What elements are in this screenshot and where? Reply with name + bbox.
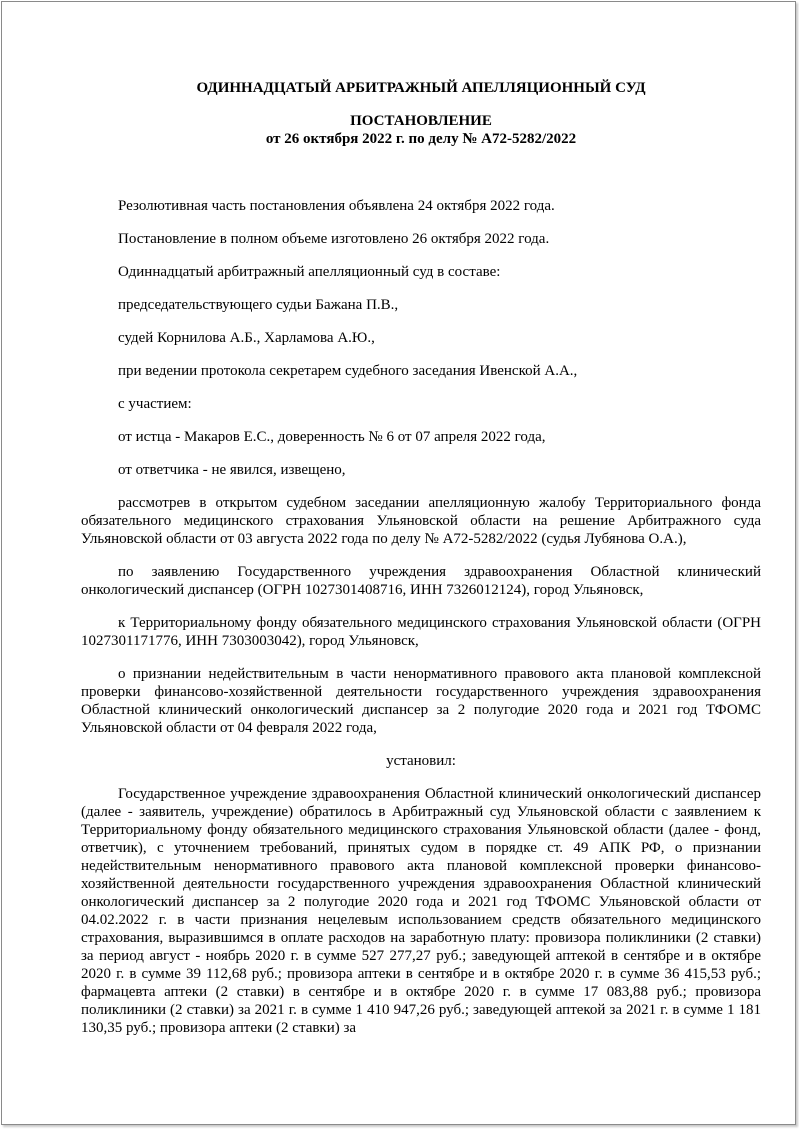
paragraph-secretary: при ведении протокола секретарем судебного заседания Ивенской А.А., (118, 363, 578, 379)
paragraph-established: установил: (386, 753, 456, 769)
document-page (1, 1, 796, 1125)
paragraph-participants: с участием: (118, 396, 192, 412)
paragraph-full-text-date: Постановление в полном объеме изготовлено 26 октября 2022 года. (118, 231, 550, 247)
paragraph-plaintiff: от истца - Макаров Е.С., доверенность № 6 от 07 апреля 2022 года, (118, 429, 546, 445)
document-content (81, 79, 761, 1037)
paragraph-presiding-judge: председательствующего судьи Бажана П.В., (118, 297, 399, 313)
document-title-block (81, 112, 761, 148)
paragraph-court-composition: Одиннадцатый арбитражный апелляционный суд в составе: (118, 264, 501, 280)
paragraph-applicant: по заявлению Государственного учреждения здравоохранения Областной клинический онкологический диспансер (ОГРН 1027301408716, ИНН 7326012124), город Ульяновск, (81, 564, 761, 598)
paragraph-respondent: к Территориальному фонду обязательного медицинского страхования Ульяновской области (ОГРН 1027301171776, ИНН 7303003042), город Ульяновск, (81, 615, 761, 649)
paragraph-operative-part: Резолютивная часть постановления объявлена 24 октября 2022 года. (118, 198, 555, 214)
paragraph-appeal: рассмотрев в открытом судебном заседании апелляционную жалобу Территориального фонда обязательного медицинского страхования Ульяновской области на решение Арбитражного суда Ульяновской области от 03 августа 2022 года по делу № А72-5282/2022 (судья Лубянова О.А.), (81, 495, 761, 547)
court-name: ОДИННАДЦАТЫЙ АРБИТРАЖНЫЙ АПЕЛЛЯЦИОННЫЙ СУД (196, 80, 646, 96)
paragraph-judges: судей Корнилова А.Б., Харламова А.Ю., (118, 330, 375, 346)
document-title: ПОСТАНОВЛЕНИЕ (350, 113, 492, 129)
paragraph-defendant: от ответчика - не явился, извещено, (118, 462, 346, 478)
paragraph-subject: о признании недействительным в части ненормативного правового акта плановой комплексной проверки финансово-хозяйственной деятельности государственного учреждения здравоохранения Областной клинический онкологический диспансер за 2 полугодие 2020 года и 2021 год ТФОМС Ульяновской области от 04 февраля 2022 года, (81, 666, 761, 736)
paragraph-main-text: Государственное учреждение здравоохранения Областной клинический онкологический диспансер (далее - заявитель, учреждение) обратилось в Арбитражный суд Ульяновской области с заявлением к Территориальному фонду обязательного медицинского страхования Ульяновской области (далее - фонд, ответчик), с уточнением требований, принятых судом в порядке ст. 49 АПК РФ, о признании недействительным ненормативного правового акта плановой комплексной проверки финансово-хозяйственной деятельности государственного учреждения здравоохранения Областной клинический онкологический диспансер за 2 полугодие 2020 года и 2021 год ТФОМС Ульяновской области от 04.02.2022 г. в части признания нецелевым использованием средств обязательного медицинского страхования, выразившимся в оплате расходов на заработную плату: провизора поликлиники (2 ставки) за период август - ноябрь 2020 г. в сумме 527 277,27 руб.; заведующей аптекой в сентябре и в октябре 2020 г. в сумме 39 112,68 руб.; провизора аптеки в сентябре и в октябре 2020 г. в сумме 36 415,53 руб.; фармацевта аптеки (2 ставки) в сентябре и в октябре 2020 г. в сумме 17 083,88 руб.; провизора поликлиники (2 ставки) за 2021 г. в сумме 1 410 947,26 руб.; заведующей аптекой за 2021 г. в сумме 1 181 130,35 руб.; провизора аптеки (2 ставки) за (81, 786, 761, 1036)
document-subtitle: от 26 октября 2022 г. по делу № А72-5282/2022 (265, 131, 577, 147)
